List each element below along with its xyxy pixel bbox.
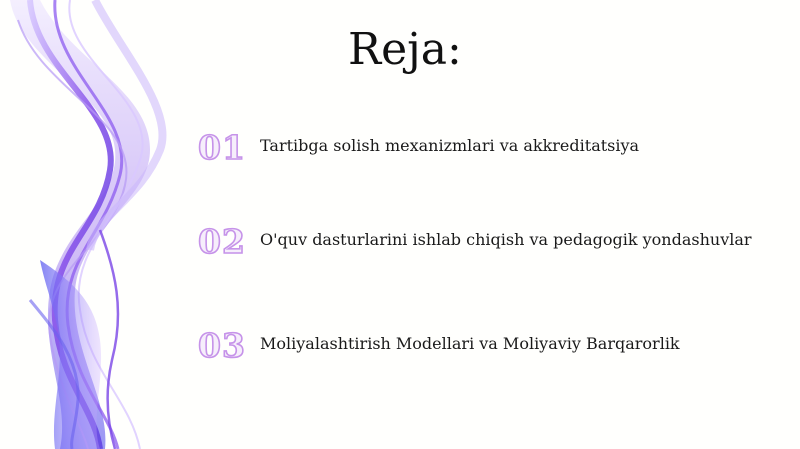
- purple-smoke-ribbon-decoration: [0, 0, 200, 449]
- slide-title: Reja:: [348, 24, 462, 75]
- agenda-number-1: 01: [198, 128, 246, 167]
- agenda-item-1: [198, 128, 778, 172]
- agenda-item-3: [198, 326, 778, 370]
- agenda-item-2: [198, 222, 778, 266]
- agenda-label-3: Moliyalashtirish Modellari va Moliyaviy Barqarorlik: [260, 334, 680, 353]
- agenda-number-2: 02: [198, 222, 246, 261]
- agenda-label-1: Tartibga solish mexanizmlari va akkreditatsiya: [260, 136, 640, 155]
- agenda-label-2: O'quv dasturlarini ishlab chiqish va pedagogik yondashuvlar: [260, 230, 752, 249]
- agenda-number-3: 03: [198, 326, 246, 365]
